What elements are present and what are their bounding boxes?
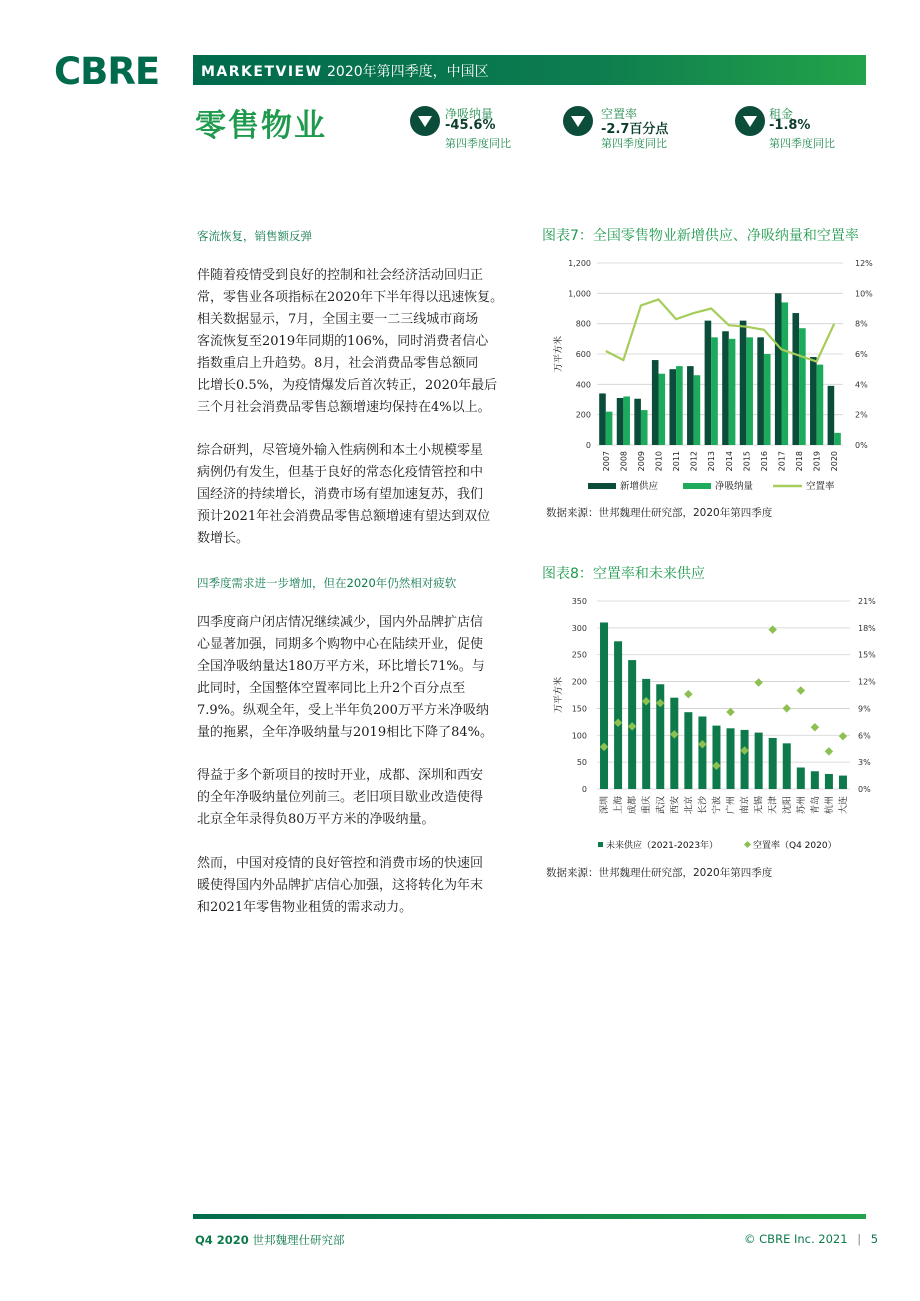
text-line: 伴随着疫情受到良好的控制和社会经济活动回归正 <box>197 268 484 283</box>
x-tick-label: 2018 <box>795 451 805 472</box>
text-line: 的全年净吸纳量位列前三。老旧项目歇业改造使得 <box>197 790 484 805</box>
bar-net-absorption <box>659 374 666 445</box>
y-tick-label: 200 <box>571 677 587 687</box>
down-arrow-icon <box>410 106 440 136</box>
bar-net-absorption <box>799 328 806 445</box>
text-line: 病例仍有发生，但基于良好的常态化疫情管控和中 <box>197 465 484 480</box>
bar-future-supply <box>797 768 805 789</box>
x-tick-label: 西安 <box>670 796 681 815</box>
text-line: 客流恢复至2019年同期的106%，同时消费者信心 <box>197 334 489 349</box>
x-tick-label: 2011 <box>672 451 682 472</box>
text-line: 北京全年录得负80万平方米的净吸纳量。 <box>197 812 435 827</box>
bar-future-supply <box>712 726 720 789</box>
text-line: 此同时，全国整体空置率同比上升2个百分点至 <box>197 681 466 696</box>
point-vacancy-rate <box>811 723 819 731</box>
bar-new-supply <box>687 366 694 445</box>
subheading-q4-demand: 四季度需求进一步增加，但在2020年仍然相对疲软 <box>197 576 457 590</box>
paragraph-2 <box>197 440 535 550</box>
x-tick-label: 2009 <box>636 451 646 472</box>
footer-department: 世邦魏理仕研究部 <box>252 1233 345 1247</box>
bar-net-absorption <box>782 302 789 445</box>
bar-new-supply <box>599 393 606 445</box>
x-tick-label: 2020 <box>830 451 840 472</box>
text-line: 全国净吸纳量达180万平方米，环比增长71%。与 <box>197 659 485 674</box>
bar-new-supply <box>705 321 712 445</box>
bar-net-absorption <box>817 365 824 445</box>
x-tick-label: 天津 <box>768 796 779 815</box>
marketview-banner <box>193 55 866 85</box>
bar-future-supply <box>811 771 819 789</box>
point-vacancy-rate <box>825 747 833 755</box>
x-tick-label: 2007 <box>601 451 611 472</box>
x-tick-label: 广州 <box>726 796 737 815</box>
text-line: 常，零售业各项指标在2020年下半年得以迅速恢复。 <box>197 290 504 305</box>
text-line: 相关数据显示，7月，全国主要一二三线城市商场 <box>197 312 479 327</box>
bar-net-absorption <box>676 366 683 445</box>
y2-tick-label: 0% <box>858 785 871 794</box>
text-line: 预计2021年社会消费品零售总额增速有望达到双位 <box>197 509 491 524</box>
bar-net-absorption <box>746 337 753 445</box>
text-line: 综合研判，尽管境外输入性病例和本土小规模零星 <box>197 443 484 458</box>
bar-net-absorption <box>694 375 701 445</box>
cbre-logo: CBRE <box>54 50 160 93</box>
point-vacancy-rate <box>768 625 776 633</box>
chart8-title: 图表8：空置率和未来供应 <box>542 566 705 582</box>
footer-copyright: © CBRE Inc. 2021 <box>744 1232 848 1246</box>
bar-future-supply <box>741 730 749 789</box>
bar-future-supply <box>600 622 608 789</box>
y-tick-label: 50 <box>576 758 587 768</box>
text-line: 然而，中国对疫情的良好管控和消费市场的快速回 <box>197 856 484 871</box>
point-vacancy-rate <box>684 690 692 698</box>
bar-net-absorption <box>606 412 613 445</box>
down-arrow-icon <box>563 106 593 136</box>
paragraph-4 <box>197 765 535 831</box>
point-vacancy-rate <box>754 678 762 686</box>
bar-future-supply <box>839 776 847 789</box>
legend-label: 新增供应 <box>620 481 659 492</box>
x-tick-label: 青岛 <box>810 796 821 815</box>
x-tick-label: 2013 <box>707 451 717 472</box>
x-tick-label: 武汉 <box>656 796 667 815</box>
x-tick-label: 南京 <box>740 796 751 815</box>
bar-net-absorption <box>711 337 718 445</box>
kpi-value: -45.6% <box>445 118 496 133</box>
kpi-label: 净吸纳量 <box>445 107 494 121</box>
kpi-label: 空置率 <box>601 107 638 121</box>
text-line: 国经济的持续增长，消费市场有望加速复苏，我们 <box>197 487 484 502</box>
x-tick-label: 无锡 <box>754 796 765 815</box>
y-tick-label: 1,200 <box>568 259 591 268</box>
subheading-traffic-recovery: 客流恢复，销售额反弹 <box>197 229 312 243</box>
bar-future-supply <box>642 679 650 789</box>
bar-new-supply <box>828 386 835 445</box>
page-number: 5 <box>870 1232 879 1246</box>
bar-net-absorption <box>623 396 630 445</box>
y2-tick-label: 18% <box>858 623 876 633</box>
x-tick-label: 2010 <box>654 451 664 472</box>
y-tick-label: 1,000 <box>568 289 591 299</box>
x-tick-label: 2017 <box>777 451 787 472</box>
paragraph-5 <box>197 853 535 919</box>
x-tick-label: 2012 <box>689 451 699 472</box>
bar-future-supply <box>769 738 777 789</box>
y2-tick-label: 2% <box>855 410 868 420</box>
y-tick-label: 150 <box>571 704 587 714</box>
point-vacancy-rate <box>839 732 847 740</box>
chart7-source: 数据来源：世邦魏理仕研究部，2020年第四季度 <box>546 507 773 519</box>
y2-tick-label: 6% <box>855 350 868 359</box>
text-line: 7.9%。纵观全年，受上半年负200万平方米净吸纳 <box>197 703 489 718</box>
bar-future-supply <box>727 728 735 789</box>
y-tick-label: 250 <box>571 650 587 660</box>
bar-net-absorption <box>729 339 736 445</box>
chart8-vacancy-future-supply <box>540 590 880 858</box>
x-tick-label: 成都 <box>628 796 639 815</box>
kpi-sub: 第四季度同比 <box>445 137 511 150</box>
y-tick-label: 100 <box>571 731 587 741</box>
x-tick-label: 沈阳 <box>782 796 793 815</box>
bar-future-supply <box>825 774 833 789</box>
point-vacancy-rate <box>783 704 791 712</box>
y-tick-label: 0 <box>585 441 591 450</box>
bar-new-supply <box>669 369 676 445</box>
kpi-label: 租金 <box>769 107 794 121</box>
y2-tick-label: 6% <box>858 731 871 741</box>
text-line: 三个月社会消费品零售总额增速均保持在4%以上。 <box>197 400 491 415</box>
footer-left <box>195 1232 344 1248</box>
x-tick-label: 2008 <box>619 451 629 472</box>
y-tick-label: 200 <box>575 410 591 420</box>
x-tick-label: 大连 <box>838 796 849 815</box>
y2-tick-label: 0% <box>855 441 868 450</box>
y-axis-label: 万平方米 <box>554 335 564 373</box>
chart7-supply-absorption-vacancy <box>540 250 880 505</box>
text-line: 四季度商户闭店情况继续减少，国内外品牌扩店信 <box>197 615 484 630</box>
legend-swatch-future-supply <box>598 842 603 847</box>
text-line: 心显著加强，同期多个购物中心在陆续开业，促使 <box>197 637 484 652</box>
y2-tick-label: 4% <box>855 380 868 390</box>
text-line: 数增长。 <box>197 531 250 546</box>
paragraph-1 <box>197 265 535 419</box>
bar-new-supply <box>792 313 799 445</box>
bar-net-absorption <box>834 433 841 445</box>
y2-tick-label: 12% <box>855 259 873 268</box>
legend-label: 未来供应（2021-2023年） <box>606 841 719 851</box>
legend-swatch-new-supply <box>588 483 616 489</box>
text-line: 暖使得国内外品牌扩店信心加强，这将转化为年末 <box>197 878 484 893</box>
bar-new-supply <box>740 321 747 445</box>
y-axis-label: 万平方米 <box>554 676 564 714</box>
footer-rule <box>193 1214 866 1219</box>
y2-tick-label: 9% <box>858 704 871 714</box>
text-line: 得益于多个新项目的按时开业，成都、深圳和西安 <box>197 768 484 783</box>
x-tick-label: 苏州 <box>796 796 807 815</box>
point-vacancy-rate <box>726 708 734 716</box>
kpi-sub: 第四季度同比 <box>769 137 835 150</box>
bar-new-supply <box>634 399 641 445</box>
text-line: 比增长0.5%，为疫情爆发后首次转正，2020年最后 <box>197 378 498 393</box>
y2-tick-label: 10% <box>855 289 873 299</box>
y-tick-label: 300 <box>571 623 587 633</box>
bar-future-supply <box>698 716 706 789</box>
legend-label: 空置率（Q4 2020） <box>753 841 837 851</box>
x-tick-label: 2015 <box>742 451 752 472</box>
y2-tick-label: 3% <box>858 758 871 768</box>
y-tick-label: 400 <box>575 380 591 390</box>
issue-label: 2020年第四季度，中国区 <box>327 64 489 80</box>
kpi-value: -1.8% <box>769 118 811 133</box>
bar-future-supply <box>783 743 791 789</box>
y-tick-label: 350 <box>571 597 587 606</box>
bar-future-supply <box>614 641 622 789</box>
bar-future-supply <box>755 733 763 789</box>
legend-label: 空置率 <box>806 481 835 492</box>
x-tick-label: 上海 <box>614 796 625 815</box>
y2-tick-label: 8% <box>855 319 868 329</box>
y2-tick-label: 21% <box>858 597 876 606</box>
y-tick-label: 600 <box>575 350 591 359</box>
bar-new-supply <box>757 337 764 445</box>
y2-tick-label: 15% <box>858 650 876 660</box>
text-line: 量的拖累，全年净吸纳量与2019相比下降了84%。 <box>197 725 493 740</box>
x-tick-label: 深圳 <box>600 796 611 815</box>
footer-quarter: Q4 2020 <box>195 1233 249 1247</box>
chart8-source: 数据来源：世邦魏理仕研究部，2020年第四季度 <box>546 867 773 879</box>
kpi-sub: 第四季度同比 <box>601 137 667 150</box>
bar-new-supply <box>617 398 624 445</box>
bar-future-supply <box>670 698 678 789</box>
x-tick-label: 长沙 <box>698 796 709 815</box>
paragraph-3 <box>197 612 535 744</box>
text-line: 指数重启上升趋势。8月，社会消费品零售总额同 <box>197 356 479 371</box>
x-tick-label: 宁波 <box>712 796 723 815</box>
bar-new-supply <box>722 331 729 445</box>
x-tick-label: 北京 <box>684 796 695 815</box>
x-tick-label: 2014 <box>724 451 734 472</box>
bar-future-supply <box>684 712 692 789</box>
point-vacancy-rate <box>797 686 805 694</box>
footer-separator: | <box>857 1232 862 1246</box>
kpi-value: -2.7百分点 <box>601 122 669 137</box>
bar-new-supply <box>810 357 817 445</box>
y-tick-label: 800 <box>575 319 591 329</box>
footer-right <box>744 1232 878 1246</box>
x-tick-label: 2019 <box>812 451 822 472</box>
legend-swatch-vacancy <box>744 841 751 848</box>
x-tick-label: 重庆 <box>642 796 653 815</box>
x-tick-label: 杭州 <box>824 796 835 815</box>
page-title: 零售物业 <box>195 108 327 144</box>
y2-tick-label: 12% <box>858 677 876 687</box>
legend-label: 净吸纳量 <box>715 481 754 492</box>
bar-net-absorption <box>764 354 771 445</box>
x-tick-label: 2016 <box>759 451 769 472</box>
bar-new-supply <box>775 293 782 445</box>
bar-net-absorption <box>641 410 648 445</box>
text-line: 和2021年零售物业租赁的需求动力。 <box>197 900 413 915</box>
down-arrow-icon <box>735 106 765 136</box>
chart7-title: 图表7：全国零售物业新增供应、净吸纳量和空置率 <box>542 228 859 244</box>
legend-swatch-net-absorption <box>683 483 711 489</box>
bar-new-supply <box>652 360 659 445</box>
y-tick-label: 0 <box>581 785 587 794</box>
series-label: MARKETVIEW <box>201 64 323 80</box>
